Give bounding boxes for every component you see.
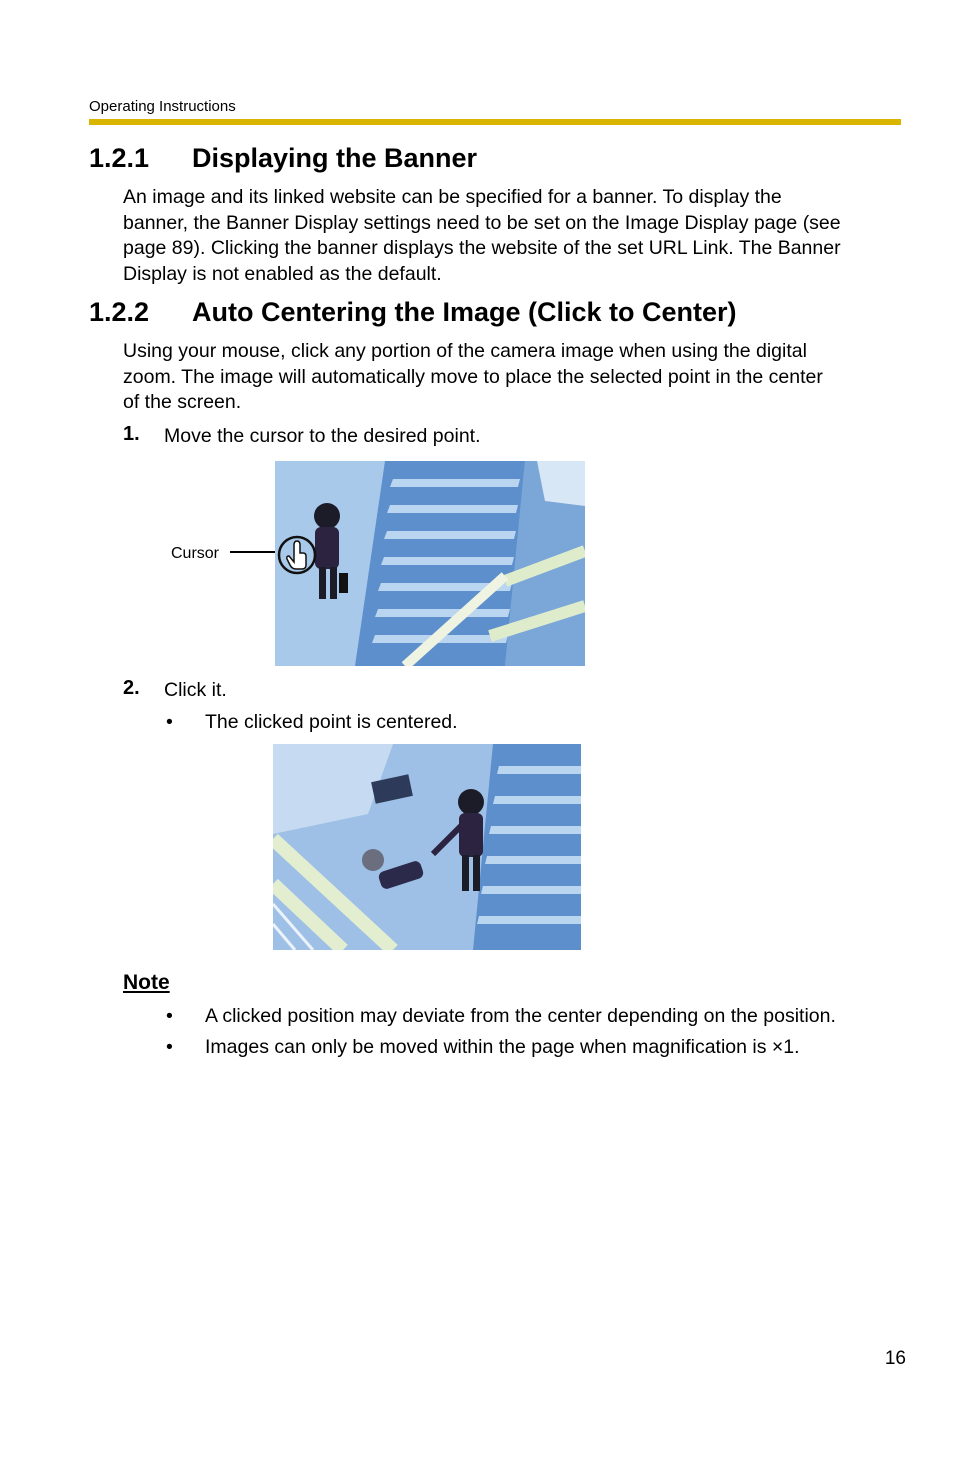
body-line: zoom. The image will automatically move to place the selected point in the center (123, 365, 823, 388)
section-heading-1-2-2 (89, 297, 737, 328)
note-item (166, 1005, 836, 1028)
section-body-1-2-2 (123, 339, 823, 416)
note-title: Note (123, 971, 170, 994)
stairs-photo-before (275, 461, 585, 666)
cursor-callout-label: Cursor (171, 545, 220, 562)
body-line: Display is not enabled as the default. (123, 262, 442, 285)
section-heading-1-2-1 (89, 143, 477, 174)
running-header: Operating Instructions (89, 98, 236, 115)
callout-line (230, 551, 278, 553)
step-2-text: Click it. (164, 679, 227, 701)
header-rule (89, 119, 901, 125)
step-1-text: Move the cursor to the desired point. (164, 425, 481, 447)
bullet-glyph: • (166, 711, 173, 733)
note-item-text: A clicked position may deviate from the center depending on the position. (205, 1005, 836, 1027)
section-number: 1.2.2 (89, 297, 150, 327)
body-line: page 89). Clicking the banner displays the website of the set URL Link. The Banner (123, 237, 841, 259)
stairs-photo-after (273, 744, 581, 950)
camera-image-before (275, 461, 585, 666)
step-2-bullet (166, 711, 458, 734)
section-title: Displaying the Banner (192, 143, 478, 173)
note-item (166, 1036, 800, 1059)
step-1-number: 1. (123, 423, 140, 445)
section-number: 1.2.1 (89, 143, 150, 173)
section-body-1-2-1 (123, 185, 841, 287)
body-line: banner, the Banner Display settings need to be set on the Image Display page (see (123, 211, 841, 234)
body-line: Using your mouse, click any portion of the camera image when using the digital (123, 340, 807, 362)
bullet-text: The clicked point is centered. (205, 711, 458, 733)
step-2-number: 2. (123, 677, 140, 699)
body-line: of the screen. (123, 391, 242, 413)
body-line: An image and its linked website can be specified for a banner. To display the (123, 186, 782, 208)
camera-image-after (273, 744, 581, 950)
bullet-glyph: • (166, 1036, 173, 1058)
page-number: 16 (884, 1348, 906, 1369)
note-item-text: Images can only be moved within the page when magnification is ×1. (205, 1036, 800, 1058)
bullet-glyph: • (166, 1005, 173, 1027)
section-title: Auto Centering the Image (Click to Center) (192, 297, 737, 327)
